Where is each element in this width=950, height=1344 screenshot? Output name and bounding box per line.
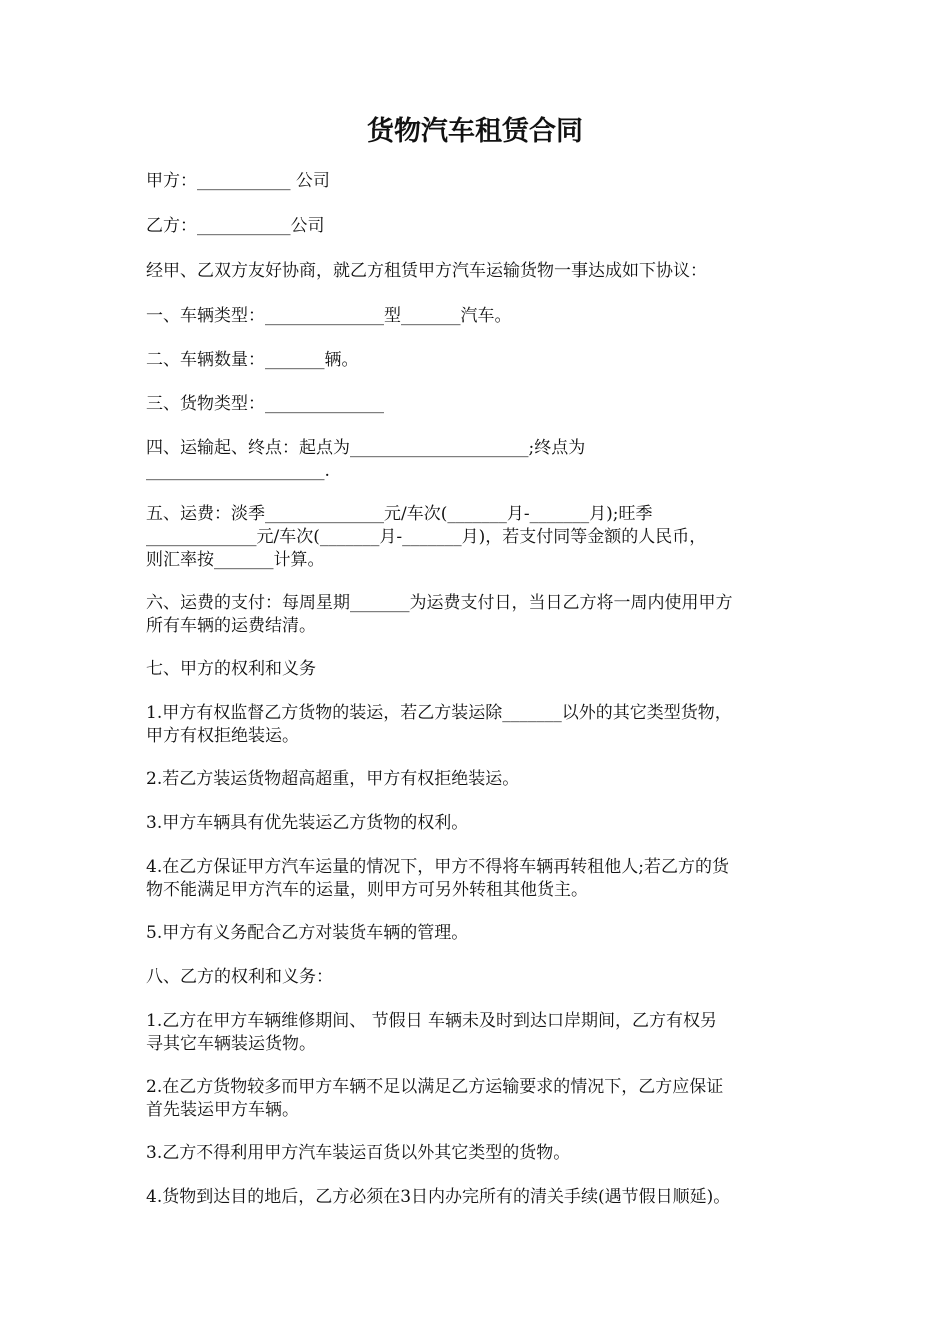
clause-cargo-type: 三、货物类型：______________ bbox=[146, 394, 384, 414]
section-party-a-rights: 七、甲方的权利和义务 bbox=[146, 659, 316, 679]
party-a-item-2: 2.若乙方装运货物超高超重，甲方有权拒绝装运。 bbox=[146, 769, 520, 789]
section-party-b-rights: 八、乙方的权利和义务： bbox=[146, 967, 333, 987]
clause-vehicle-count: 二、车辆数量：_______辆。 bbox=[146, 350, 359, 370]
clause-payment: 六、运费的支付：每周星期_______为运费支付日，当日乙方将一周内使用甲方 所有车辆的运费结清。 bbox=[146, 593, 733, 636]
party-a-line: 甲方：___________ 公司 bbox=[146, 171, 330, 191]
party-b-item-3: 3.乙方不得利用甲方汽车装运百货以外其它类型的货物。 bbox=[146, 1143, 571, 1163]
party-b-item-2: 2.在乙方货物较多而甲方车辆不足以满足乙方运输要求的情况下，乙方应保证 首先装运甲方车辆。 bbox=[146, 1077, 724, 1120]
clause-vehicle-type: 一、车辆类型：______________型_______汽车。 bbox=[146, 306, 512, 326]
party-a-item-5: 5.甲方有义务配合乙方对装货车辆的管理。 bbox=[146, 923, 469, 943]
party-b-line: 乙方：___________公司 bbox=[146, 216, 325, 236]
party-a-item-1: 1.甲方有权监督乙方货物的装运，若乙方装运除_______以外的其它类型货物， 甲方有权拒绝装运。 bbox=[146, 703, 732, 746]
party-a-item-4: 4.在乙方保证甲方汽车运量的情况下，甲方不得将车辆再转租他人;若乙方的货 物不能满足甲方汽车的运量，则甲方可另外转租其他货主。 bbox=[146, 857, 729, 900]
clause-freight: 五、运费：淡季______________元/车次(_______月-_______月);旺季 _____________元/车次(_______月-_______月)，若支付同等金额的人民币， 则汇率按_______计算。 bbox=[146, 504, 707, 570]
party-a-item-3: 3.甲方车辆具有优先装运乙方货物的权利。 bbox=[146, 813, 469, 833]
clause-route: 四、运输起、终点：起点为_____________________;终点为 _____________________. bbox=[146, 438, 586, 481]
document-title: 货物汽车租赁合同 bbox=[367, 116, 583, 147]
party-b-item-4: 4.货物到达目的地后，乙方必须在3日内办完所有的清关手续(遇节假日顺延)。 bbox=[146, 1187, 731, 1207]
agreement-intro: 经甲、乙双方友好协商，就乙方租赁甲方汽车运输货物一事达成如下协议： bbox=[146, 261, 707, 281]
party-b-item-1: 1.乙方在甲方车辆维修期间、 节假日 车辆未及时到达口岸期间，乙方有权另 寻其它车辆装运货物。 bbox=[146, 1011, 718, 1054]
